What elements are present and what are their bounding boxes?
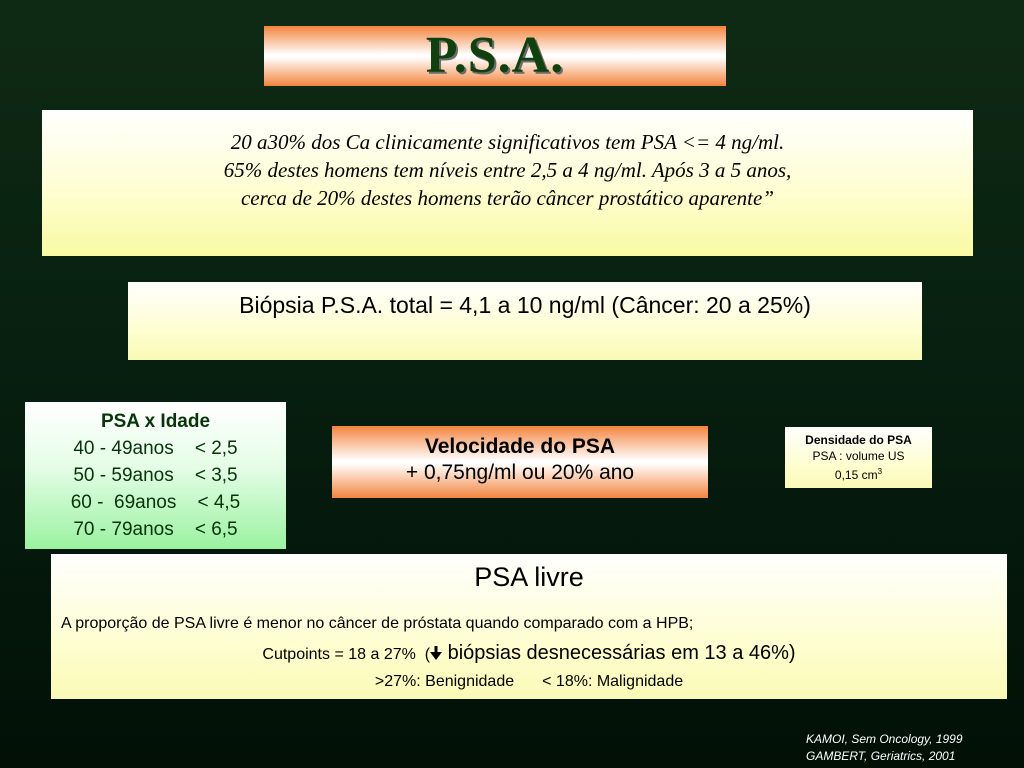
density-value-text: 0,15 cm: [834, 468, 878, 482]
velocity-value: + 0,75ng/ml ou 20% ano: [405, 461, 635, 484]
psa-age-row: 70 - 79anos < 6,5: [73, 519, 238, 540]
density-panel: [785, 427, 932, 488]
velocity-title: Velocidade do PSA: [424, 435, 616, 458]
psa-age-row: 60 - 69anos < 4,5: [70, 492, 241, 513]
velocity-panel: [332, 426, 708, 498]
density-value: [785, 464, 932, 483]
intro-line-2: 65% destes homens tem níveis entre 2,5 a 4 ng/ml. Após 3 a 5 anos,: [223, 158, 792, 182]
malignant-range: < 18%: Malignidade: [542, 673, 684, 690]
free-psa-ranges: [51, 673, 1007, 691]
density-value-exponent: 3: [877, 467, 883, 476]
intro-line-3: cerca de 20% destes homens terão câncer prostático aparente”: [240, 186, 775, 210]
psa-age-row: 50 - 59anos < 3,5: [73, 465, 238, 486]
cutpoints-text: Cutpoints = 18 a 27% (: [262, 646, 431, 663]
density-title: Densidade do PSA: [805, 433, 912, 447]
arrow-down-icon: [430, 646, 442, 660]
benign-range: >27%: Benignidade: [374, 673, 515, 690]
reference-item: KAMOI, Sem Oncology, 1999: [806, 732, 963, 746]
biopsy-reduction-text: biópsias desnecessárias em 13 a 46%): [442, 642, 796, 664]
psa-age-title: PSA x Idade: [100, 411, 211, 432]
biopsy-panel: [128, 282, 922, 360]
title-banner: [264, 26, 726, 86]
free-psa-description: A proporção de PSA livre é menor no câncer de próstata quando comparado com a HPB;: [61, 615, 694, 632]
free-psa-cutpoints: [51, 642, 1007, 665]
references: [806, 731, 1016, 765]
intro-line-1: 20 a30% dos Ca clinicamente significativos tem PSA <= 4 ng/ml.: [230, 130, 785, 154]
psa-age-row: 40 - 49anos < 2,5: [73, 438, 238, 459]
page-title: P.S.A.: [425, 27, 565, 84]
reference-item: GAMBERT, Geriatrics, 2001: [806, 749, 956, 763]
intro-panel: [42, 110, 973, 256]
psa-age-panel: [25, 402, 286, 549]
free-psa-panel: [51, 554, 1007, 699]
free-psa-title: PSA livre: [474, 562, 584, 592]
density-formula: PSA : volume US: [812, 449, 905, 463]
biopsy-text: Biópsia P.S.A. total = 4,1 a 10 ng/ml (Câncer: 20 a 25%): [239, 292, 811, 318]
